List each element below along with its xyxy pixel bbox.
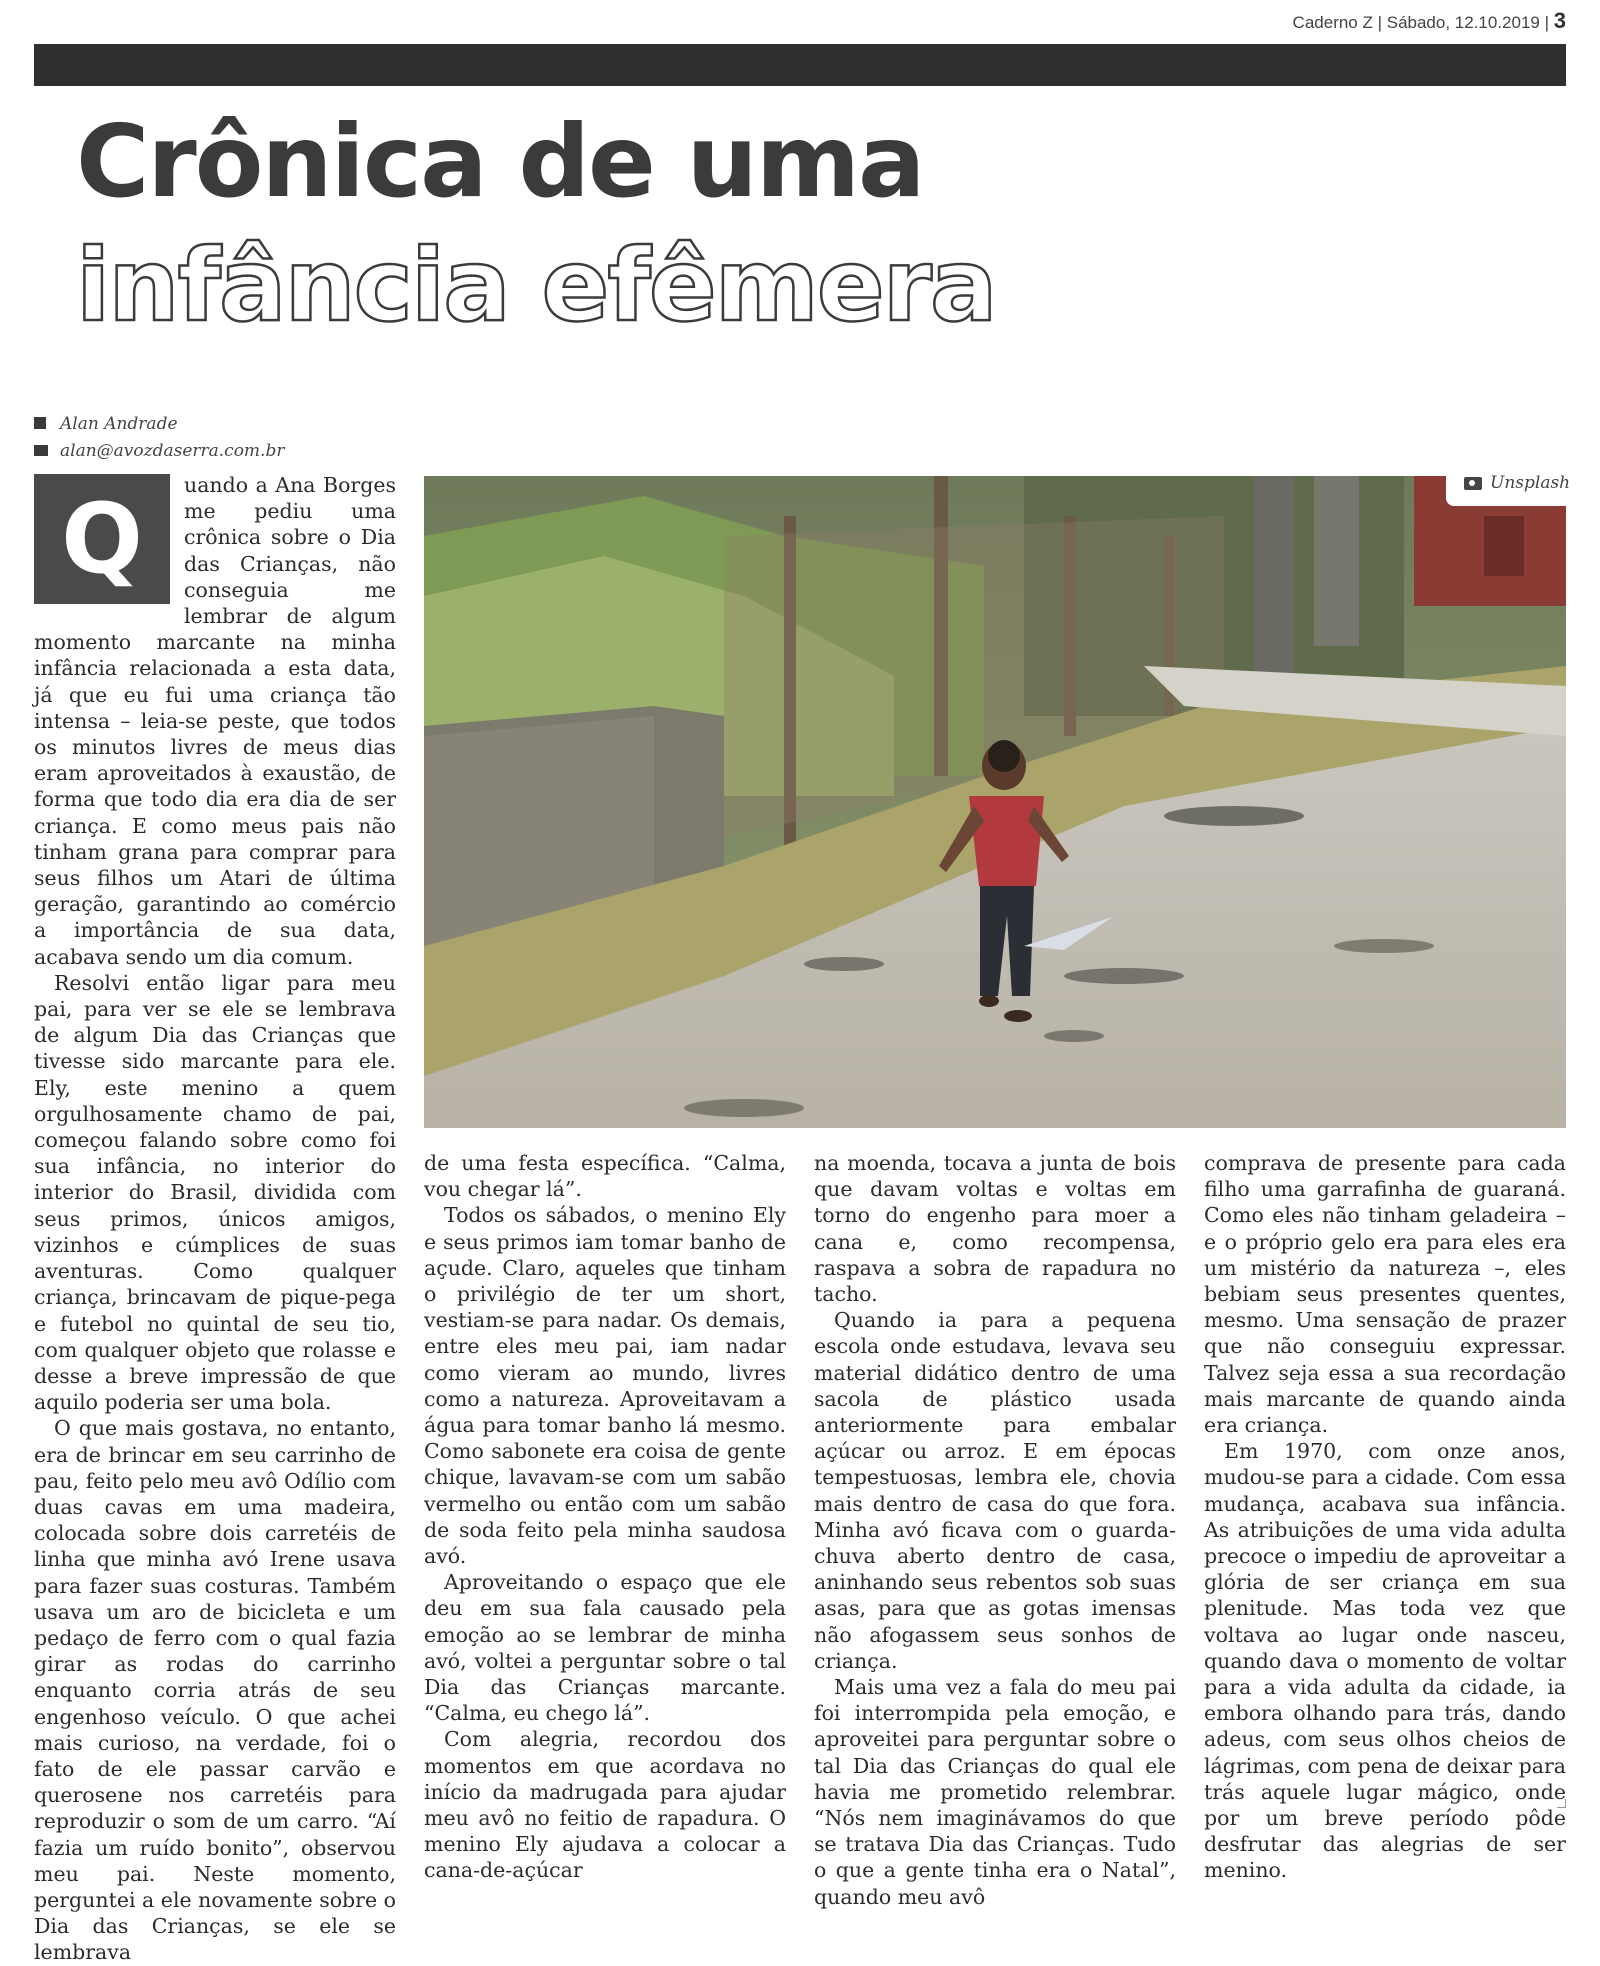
byline-email[interactable]: alan@avozdaserra.com.br [60,441,285,461]
paragraph: Quando ia para a pequena escola onde estudava, levava seu material didático dentro de uma sacola de plástico usada anteriormente para embalar açúcar ou arroz. E em épocas tempestuosas, lembra ele, chovia mais dentro de casa do que fora. Minha avó ficava com o guarda-chuva aberto dentro de casa, aninhando seus rebentos sob suas asas, para que as gotas imensas não afogassem seus sonhos de criança. [814,1308,1176,1673]
paragraph: Aproveitando o espaço que ele deu em sua fala causado pela emoção ao se lembrar de minha avó, voltei a perguntar sobre o tal Dia das Crianças marcante. “Calma, eu chego lá”. [424,1570,786,1726]
article-column-4 [1204,1150,1566,1884]
article-column-1 [34,472,396,1966]
photo-credit [1446,460,1596,506]
paragraph: Resolvi então ligar para meu pai, para ver se ele se lembrava de algum Dia das Crianças que tivesse sido marcante para ele. Ely, este menino a quem orgulhosamente chamo de pai, começou falando sobre como foi sua infância, no interior do interior do Brasil, dividida com seus primos, únicos amigos, vizinhos e cúmplices de suas aventuras. Como qualquer criança, brincavam de pique-pega e futebol no quintal de seu tio, com qualquer objeto que rolasse e desse a breve impressão de que aquilo poderia ser uma bola. [34,970,396,1415]
camera-icon [1464,477,1482,490]
article-photo [424,476,1566,1128]
paragraph: O que mais gostava, no entanto, era de brincar em seu carrinho de pau, feito pelo meu avô Odílio com duas cavas em uma madeira, colocada sobre dois carretéis de linha que minha avó Irene usava para fazer suas costuras. Também usava um aro de bicicleta e um pedaço de ferro com o qual fazia girar as rodas do carrinho enquanto corria atrás de seu engenhoso veículo. O que achei mais curioso, na verdade, foi o fato de ele passar carvão e querosene nos carretéis para reproduzir o som de um carro. “Aí fazia um ruído bonito”, observou meu pai. Neste momento, perguntei a ele novamente sobre o Dia das Crianças, se ele se lembrava [34,1416,396,1965]
end-mark [1557,1799,1566,1808]
byline-email-row [34,441,284,461]
drop-cap: Q [34,474,170,604]
photo-credit-label: Unsplash [1490,473,1571,493]
headline-line-2: infância efêmera [76,227,996,344]
byline-author: Alan Andrade [60,414,178,434]
article-column-2 [424,1150,786,1884]
author-square-icon [34,417,46,429]
paragraph: Com alegria, recordou dos momentos em que acordava no início da madrugada para ajudar meu avô no feitio de rapadura. O menino Ely ajudava a colocar a cana-de-açúcar [424,1727,786,1883]
paragraph: Todos os sábados, o menino Ely e seus primos iam tomar banho de açude. Claro, aqueles que tinham o privilégio de ter um short, vestiam-se para nadar. Os demais, entre eles meu pai, iam nadar como vieram ao mundo, livres como a natureza. Aproveitavam a água para tomar banho lá mesmo. Como sabonete era coisa de gente chique, lavavam-se com um sabão vermelho ou então com um sabão de soda feito pela minha saudosa avó. [424,1203,786,1569]
paragraph: Em 1970, com onze anos, mudou-se para a cidade. Com essa mudança, acabava sua infância. As atribuições de uma vida adulta precoce o impediu de aproveitar a glória de ser criança em sua plenitude. Mas toda vez que voltava ao lugar onde nasceu, quando dava o momento de voltar para a vida adulta da cidade, ia embora olhando para trás, dando adeus, com seus olhos cheios de lágrimas, com pena de deixar para trás aquele lugar mágico, onde por um breve período pôde desfrutar das alegrias de ser menino. [1204,1439,1566,1883]
header-bar [34,44,1566,86]
paragraph: Mais uma vez a fala do meu pai foi interrompida pela emoção, e aproveitei para perguntar sobre o tal Dia das Crianças do qual ele havia me prometido relembrar. “Nós nem imaginávamos do que se tratava Dia das Crianças. Tudo o que a gente tinha era o Natal”, quando meu avô [814,1675,1176,1909]
paragraph: uando a Ana Borges me pediu uma crônica sobre o Dia das Crianças, não conseguia me lembrar de algum momento marcante na minha infância relacionada a esta data, já que eu fui uma criança tão intensa – leia-se peste, que todos os minutos livres de meus dias eram aproveitados à exaustão, de forma que todo dia era dia de ser criança. E como meus pais não tinham grana para comprar para seus filhos um Atari de última geração, garantindo ao comércio a importância de sua data, acabava sendo um dia comum. [34,473,396,969]
paragraph: comprava de presente para cada filho uma garrafinha de guaraná. Como eles não tinham geladeira – e o próprio gelo era para eles era um mistério da natureza –, eles bebiam seus presentes quentes, mesmo. Uma sensação de prazer que não conseguiu expressar. Talvez seja essa a sua recordação mais marcante de quando ainda era criança. [1204,1151,1566,1438]
envelope-icon [34,445,48,456]
paragraph: de uma festa específica. “Calma, vou chegar lá”. [424,1151,786,1202]
headline-line-1: Crônica de uma [76,103,924,220]
paragraph: na moenda, tocava a junta de bois que davam voltas e voltas em torno do engenho para moer a cana e, como recompensa, raspava a sobra de rapadura no tacho. [814,1151,1176,1307]
article-column-3 [814,1150,1176,1910]
byline-author-row [34,414,178,434]
section-date: Caderno Z | Sábado, 12.10.2019 | [1292,13,1550,32]
page-header [1293,8,1566,34]
page-number: 3 [1553,8,1566,33]
